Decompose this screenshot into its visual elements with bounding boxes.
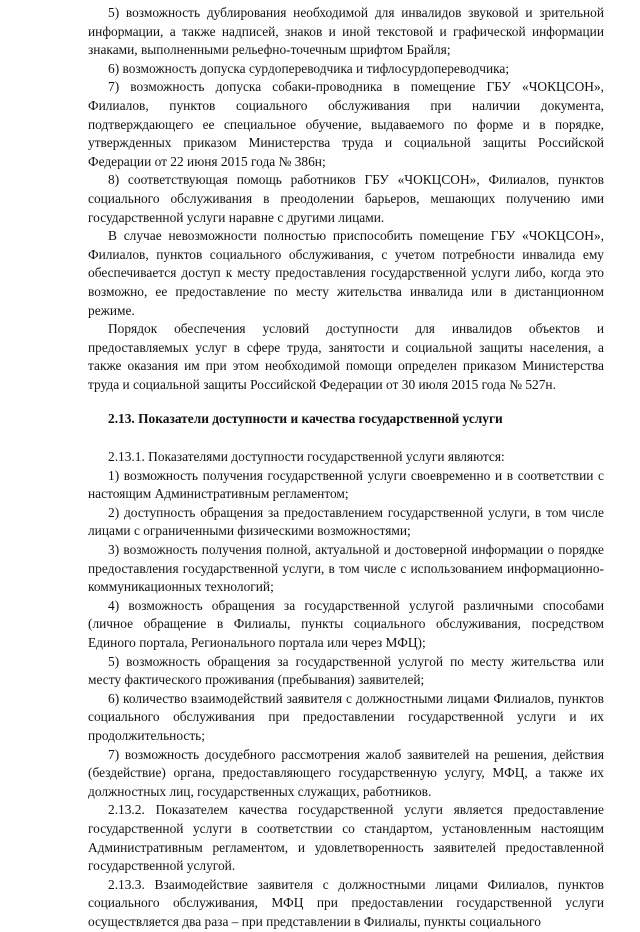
paragraph-accessibility-order: Порядок обеспечения условий доступности для инвалидов объектов и предоставляемых услуг в сфере труда, занятости и социальной защиты населения, а также оказания им при этом необходимой помощи определен приказом Министерства труда и социальной защиты Российской Федерации от 30 июля 2015 года № 527н. — [88, 321, 604, 392]
paragraph-indicator-1: 1) возможность получения государственной услуги своевременно и в соответствии с настоящим Административным регламентом; — [88, 467, 604, 502]
section-heading: 2.13. Показатели доступности и качества государственной услуги — [108, 411, 503, 427]
paragraph-2-13-1: 2.13.1. Показателями доступности государственной услуги являются: — [108, 449, 505, 465]
paragraph-indicator-2: 2) доступность обращения за предоставлением государственной услуги, в том числе лицами с ограниченными физическими возможностями; — [88, 504, 604, 539]
paragraph-item-6: 6) возможность допуска сурдопереводчика и тифлосурдопереводчика; — [108, 60, 510, 76]
paragraph-inaccessibility: В случае невозможности полностью приспособить помещение ГБУ «ЧОКЦСОН», Филиалов, пунктов социального обслуживания, с учетом потребности инвалида ему обеспечивается доступ к месту предоставления государственной услуги либо, когда это возможно, ее предоставление по месту жительства инвалида или в дистанционном режиме. — [88, 228, 604, 318]
paragraph-indicator-4: 4) возможность обращения за государственной услугой различными способами (личное обращение в Филиалы, пункты социального обслуживания, посредством Единого портала, Регионального портала или через МФЦ); — [88, 597, 604, 650]
paragraph-item-5: 5) возможность дублирования необходимой для инвалидов звуковой и зрительной информации, а также надписей, знаков и иной текстовой и графической информации знаками, выполненными рельефно-точечным шрифтом Брайля; — [88, 5, 604, 58]
paragraph-2-13-3: 2.13.3. Взаимодействие заявителя с должностными лицами Филиалов, пунктов социального обслуживания, МФЦ при предоставлении государственной услуги осуществляется два раза – при представлении в Филиалы, пункты социального — [88, 876, 604, 929]
paragraph-indicator-6: 6) количество взаимодействий заявителя с должностными лицами Филиалов, пунктов социального обслуживания при предоставлении государственной услуги и их продолжительность; — [88, 690, 604, 743]
paragraph-item-8: 8) соответствующая помощь работников ГБУ «ЧОКЦСОН», Филиалов, пунктов социального обслуживания в преодолении барьеров, мешающих получению ими государственной услуги наравне с другими лицами. — [88, 172, 604, 225]
paragraph-indicator-5: 5) возможность обращения за государственной услугой по месту жительства или месту фактического проживания (пребывания) заявителей; — [88, 653, 604, 688]
paragraph-2-13-2: 2.13.2. Показателем качества государственной услуги является предоставление государственной услуги в соответствии со стандартом, установленным настоящим Административным регламентом, и удовлетворенность заявителей предоставленной государственной услугой. — [88, 802, 604, 874]
paragraph-indicator-3: 3) возможность получения полной, актуальной и достоверной информации о порядке предоставления государственной услуги, в том числе с использованием информационно-коммуникационных технологий; — [88, 542, 604, 595]
paragraph-item-7: 7) возможность допуска собаки-проводника в помещение ГБУ «ЧОКЦСОН», Филиалов, пунктов социального обслуживания при наличии документа, подтверждающего ее специальное обучение, выдаваемого по форме и в порядке, утвержденных приказом Министерства труда и социальной защиты Российской Федерации от 22 июня 2015 года № 386н; — [88, 79, 604, 169]
paragraph-indicator-7: 7) возможность досудебного рассмотрения жалоб заявителей на решения, действия (бездействие) органа, предоставляющего государственную услугу, МФЦ, а также их должностных лиц, государственных служащих, работников. — [88, 746, 604, 799]
